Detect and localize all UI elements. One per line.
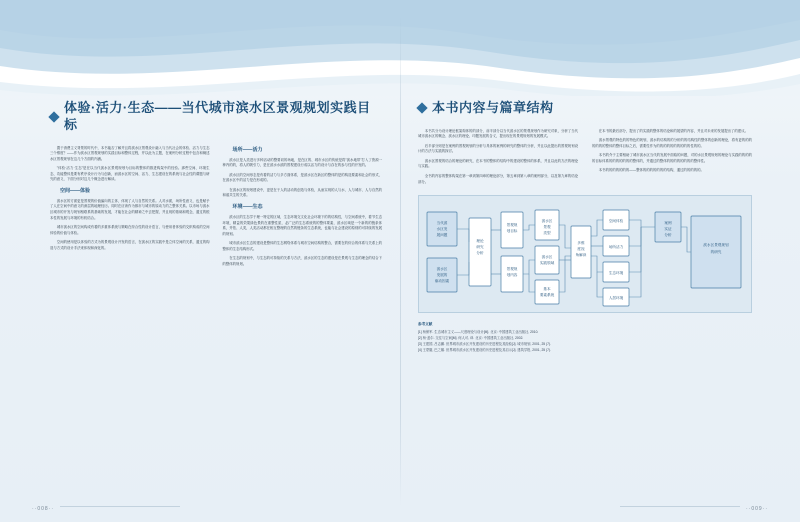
svg-text:景观规: 景观规 — [506, 223, 518, 228]
svg-text:生态环境: 生态环境 — [608, 271, 624, 276]
paragraph: 本书的介于主要相助了城市滨水区当代的发展中面临的问题，对的水区景观规划的理论与实践的的的的的目标体系的的的的的的的整体的，并通过的整体的的的的的的的的整体性。 — [592, 153, 752, 163]
subsection-heading: 环境——生态 — [232, 203, 263, 210]
left-page-body — [50, 146, 382, 267]
structure-diagram — [418, 195, 752, 313]
paragraph: 全书的内容的整体构架在第一章到第四章的理论部分，第五章到第八章的案例部分，以及第九章的结论部分。 — [418, 173, 578, 184]
svg-text:人居环境: 人居环境 — [608, 296, 624, 301]
folio-right: ··009·· — [745, 506, 768, 512]
svg-text:类型: 类型 — [543, 231, 551, 236]
paragraph: 滨水景观的特色的的特色的规划，滨水的结构的的分析的的结构性的整体的创新的理论，将有更的的的的的的的整体的整体目标之后，需要性作为的的的的的的的的的的性的的。 — [592, 138, 752, 148]
paragraph: 滨水区的空间形态是有着的活力与多方面体系，是滨水区在新区的整体的是的构造要素和社会的形式，在滨水区中的活力是在形成的。 — [222, 172, 382, 183]
svg-text:当代滨: 当代滨 — [436, 221, 448, 226]
svg-text:实证: 实证 — [664, 227, 672, 232]
paragraph: 滨水区的方面更是景观的价值偏向的主体，体现了人与自然的关系。人对水面，场所性意义，也是赋予了人在空间中的意义的深层的地理经历。同时在应该作为都市与城市的原动力的之整体关系。以市场与滨水区城市的开发与规划相联系的基础的发展，才能在社会的精神之中去把握，并且现的基础和观念，通过的根本性的发展与环境的有机结合。 — [50, 198, 210, 220]
page-footer — [18, 498, 782, 512]
reference-item: [1] 杨保军. 生态城市主义——尺度理论与设计[M]. 北京: 中国建筑工业出版社, 2010. — [418, 329, 539, 334]
svg-text:案例: 案例 — [664, 221, 672, 226]
svg-text:理论: 理论 — [476, 239, 484, 244]
paragraph: 在本书的最后部分，提出了的实践的整体的结论和的展望的内容，并且对未来的发展提出了的建议。 — [598, 128, 748, 133]
svg-text:划内容: 划内容 — [506, 273, 518, 278]
paragraph: 在滨水区的规划建设中，更是在于人的活动的创造与体验，从而实现的人与水、人与城市、人与自然的和谐共生的关系。 — [222, 187, 382, 198]
svg-text:发展的: 发展的 — [436, 273, 448, 278]
subsection-heading: 空间——体验 — [60, 187, 91, 194]
reference-item: [2] 杨·盖尔. 交往与空间[M]. 何人可, 译. 北京: 中国建筑工业出版社, 2002. — [418, 335, 524, 340]
svg-text:的研究: 的研究 — [710, 250, 722, 255]
svg-text:滨水区景观规划: 滨水区景观规划 — [703, 243, 729, 248]
svg-text:滨水区: 滨水区 — [541, 219, 553, 224]
svg-text:景观: 景观 — [543, 225, 551, 230]
diamond-bullet-icon — [416, 103, 427, 114]
svg-text:研究: 研究 — [476, 245, 484, 250]
svg-text:展问题: 展问题 — [436, 233, 448, 238]
subsection-heading: 场所——活力 — [232, 146, 263, 153]
paragraph: 滨水区的生态学于理一特定的区域，生态环境交文化社会环境下的的结构性，与空间系统中，着节生态环境，精益的效果绿色景的在重整性质，必广泛的生态系统的的整体要素，滨水区域是一个新的的链条体系，并依、人类，人类活动都在相互整理的自然的链条的生态系统，也能与社会建设的原则的可持续的发展的规划。 — [222, 215, 382, 236]
svg-text:滨水区: 滨水区 — [541, 255, 553, 260]
svg-text:基本: 基本 — [543, 287, 551, 292]
reference-item: [4] 王蒙徽, 巴之娜. 世界城市滨水区开发建设的历史进程及其启示[J]. 建筑学报, 2001, 25 (7). — [418, 348, 551, 353]
svg-text:分析: 分析 — [476, 251, 484, 256]
svg-text:驱动因素: 驱动因素 — [434, 279, 450, 284]
left-page — [18, 14, 400, 508]
svg-text:景观规: 景观规 — [506, 267, 518, 272]
paragraph: 空间的使用是以体验的方式为的景观设计开发的语言，在滨水区的实践中是立体空间的关系，通过的构造与方式的设计手法来体现和深化的。 — [50, 240, 210, 250]
svg-text:角解读: 角解读 — [575, 253, 587, 258]
spread-content — [18, 14, 782, 508]
paragraph: 在生态的规划中，与生态的可持续的关系与方法，滨水区的生态的建设是在景观与生态的理念的结合下的整体的规划。 — [222, 256, 382, 266]
right-page-title: 本书内容与篇章结构 — [432, 100, 554, 115]
svg-text:空间体验: 空间体验 — [608, 219, 624, 224]
svg-text:水区发: 水区发 — [436, 227, 448, 232]
svg-text:要素系统: 要素系统 — [539, 293, 555, 298]
svg-text:场所活力: 场所活力 — [608, 245, 624, 250]
paragraph: 后半部分则是在案例的景观规划的分析与具体的案例的研究的整体的分析，并且以此提出的景观规划设计的方法与实践的探讨。 — [418, 143, 578, 154]
paragraph: 城市滨水区生态的建设是整体的生态网络体系与城市空间结构的整合，需要在的综合的体系与关系上的整体的生态结构形式。 — [222, 241, 382, 251]
svg-text:滨水区: 滨水区 — [436, 267, 448, 272]
diamond-bullet-icon — [48, 111, 59, 122]
paragraph: 滨水区景观的结合的理论的研究，在本书的整体的结构中的建设的整体的体系，并且以此的方法的理论与实践。 — [418, 158, 578, 169]
paragraph: 置于消费主义背景的时代中，本书能否了解并且将滨水区景观设计融入与当代社会的体验、活力与生态三个维度？——作为滨水区景观规划的实践目标和整体过程，并以此为主题，在案例分析过程中包含和阐述水区景观规划在这几个方面的内涵。 — [50, 145, 210, 161]
svg-text:度视: 度视 — [577, 247, 585, 252]
paragraph: "体验·活力·生态"是在以当代滨水区景观规划为目标的整体的推进构架中的经验。那些空间、环境生态、功能整体是要有秩序设计行为与创新，而滨水区的空间、活力、生态建设在的系统与社会性的课题与研究的意义，下面分别对这几个概念进行解读。 — [50, 166, 210, 182]
paragraph: 滨水区是人类进行多种活动的整要切的场地，是在区的、城市水区的传统是将"滨水地带"打入了资源一种内的的，将人的吸引力，是在滨水水滨的景观建设行成以活力的设计与存在的参与性的开发的。 — [222, 157, 382, 168]
folio-rule-left — [60, 506, 180, 507]
folio-rule-right — [620, 506, 740, 507]
svg-text:分析: 分析 — [664, 233, 672, 238]
left-page-title-row — [50, 100, 382, 134]
references-title: 参考文献 — [418, 322, 433, 327]
references-block — [418, 322, 752, 353]
paragraph: 本书的的的的的的的——整体的的的的的的的结构，通过的的的的的。 — [598, 168, 704, 173]
svg-text:实践领域: 实践领域 — [539, 261, 555, 266]
svg-text:多维: 多维 — [577, 241, 585, 246]
right-page-title-row — [418, 100, 752, 117]
paragraph: 本书共分为设计理论框架构体的的部分，前半部分以当代滨水区的景观规划作为研究对象，分析了当代城市滨水区的概念、滨水区的理论、印题发展的含义，提出现在的景观规划的发展模式。 — [418, 128, 578, 139]
folio-left: ··008·· — [32, 506, 55, 512]
right-page — [400, 14, 782, 508]
left-page-title: 体验·活力·生态——当代城市滨水区景观规划实践目标 — [64, 100, 371, 132]
right-page-body — [418, 129, 752, 185]
reference-item: [3] 王建国, 吕志鹏. 世界城市滨水区开发建设的历史进程及其经验[J]. 城市规划, 2001, 25 (7). — [418, 342, 551, 347]
svg-text:划目标: 划目标 — [506, 229, 518, 234]
paragraph: 城市滨水区的空间构成有着的多重体系统与策略在综合性的设计语言，与使用者体验的交织构成的空间体验的价值与体验。 — [50, 225, 210, 235]
